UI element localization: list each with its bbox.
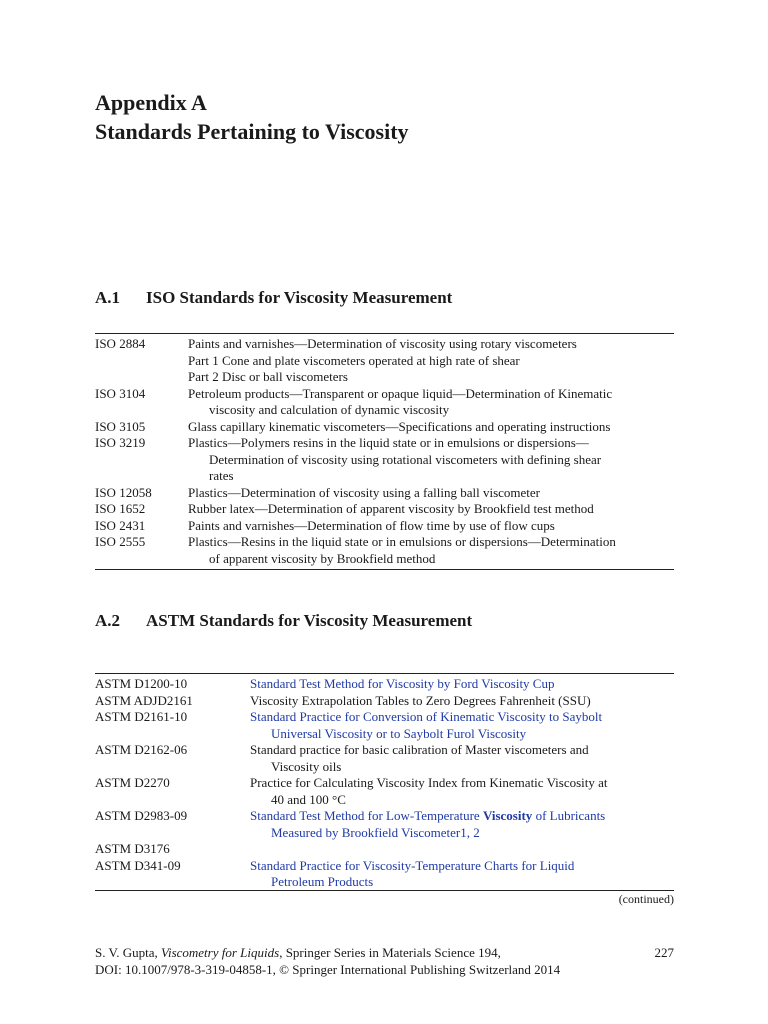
table-row xyxy=(95,336,674,353)
title-line: Petroleum products—Transparent or opaque liquid—Determination of Kinematic xyxy=(188,385,613,401)
table-row xyxy=(95,693,674,710)
title-line: Glass capillary kinematic viscometers—Specifications and operating instructions xyxy=(188,418,611,434)
title-line: Part 1 Cone and plate viscometers operated at high rate of shear xyxy=(188,352,520,368)
standard-title xyxy=(188,534,674,567)
title-line: Viscosity oils xyxy=(271,758,342,774)
table-row xyxy=(95,775,674,808)
title-line: Petroleum Products xyxy=(271,874,374,889)
title-line: Standard Practice for Viscosity-Temperature Charts for Liquid xyxy=(250,857,575,873)
standard-title xyxy=(188,369,674,386)
title-line: Standard Test Method for Viscosity by Ford Viscosity Cup xyxy=(250,676,555,691)
table-row xyxy=(95,808,674,841)
section-title: ASTM Standards for Viscosity Measurement xyxy=(146,611,473,630)
standard-title-link[interactable] xyxy=(250,858,674,891)
title-line: rates xyxy=(209,468,234,483)
page-number: 227 xyxy=(654,945,674,960)
table-row xyxy=(95,485,674,502)
standard-title-link[interactable] xyxy=(250,709,674,742)
title-line: Practice for Calculating Viscosity Index from Kinematic Viscosity at xyxy=(250,775,608,790)
citation-line: S. V. Gupta, Viscometry for Liquids, Springer Series in Materials Science 194, xyxy=(95,945,501,960)
standard-code: ISO 2884 xyxy=(95,336,146,351)
table-row xyxy=(95,742,674,775)
standard-title xyxy=(188,435,674,485)
standard-title xyxy=(188,386,674,419)
table-row xyxy=(95,858,674,891)
table-row xyxy=(95,709,674,742)
section-heading-astm xyxy=(95,610,472,632)
standard-code: ASTM ADJD2161 xyxy=(95,692,193,708)
title-line: of apparent viscosity by Brookfield method xyxy=(209,550,436,566)
appendix-subtitle: Standards Pertaining to Viscosity xyxy=(95,119,409,144)
standard-code: ISO 3105 xyxy=(95,418,146,434)
table-row xyxy=(95,435,674,485)
title-line: viscosity and calculation of dynamic viscosity xyxy=(209,402,450,417)
standard-title xyxy=(188,419,674,436)
standard-code: ASTM D3176 xyxy=(95,841,170,856)
standard-code: ASTM D341-09 xyxy=(95,857,181,873)
title-line: Standard Test Method for Low-Temperature Viscosity of Lubricants xyxy=(250,808,606,823)
standard-code: ASTM D2983-09 xyxy=(95,808,188,823)
table-bottom-rule xyxy=(95,569,674,570)
page-footer xyxy=(95,944,674,978)
table-row xyxy=(95,501,674,518)
standard-code: ISO 12058 xyxy=(95,484,152,500)
standard-title-link[interactable] xyxy=(250,808,674,841)
table-bottom-rule xyxy=(95,890,674,891)
appendix-label: Appendix A xyxy=(95,90,207,115)
title-line: 40 and 100 °C xyxy=(271,791,346,807)
table-top-rule xyxy=(95,673,674,674)
table-row xyxy=(95,676,674,693)
standard-code: ASTM D2270 xyxy=(95,775,170,790)
table-row xyxy=(95,353,674,370)
table-row xyxy=(95,386,674,419)
doi-line: DOI: 10.1007/978-3-319-04858-1, © Springer International Publishing Switzerland 2014 xyxy=(95,962,561,977)
continued-note: (continued) xyxy=(618,892,674,906)
table-row xyxy=(95,369,674,386)
title-line: Part 2 Disc or ball viscometers xyxy=(188,369,348,384)
standard-code xyxy=(95,353,188,370)
standard-title xyxy=(250,742,674,775)
standard-code: ISO 3219 xyxy=(95,435,146,450)
standard-title xyxy=(188,336,674,353)
book-title: Viscometry for Liquids xyxy=(160,945,280,960)
title-line: Standard practice for basic calibration of Master viscometers and xyxy=(250,742,589,757)
standard-title xyxy=(250,775,674,808)
standard-title xyxy=(188,353,674,370)
title-line: Plastics—Polymers resins in the liquid state or in emulsions or dispersions— xyxy=(188,435,589,450)
standard-code: ISO 2431 xyxy=(95,517,146,533)
section-number: A.1 xyxy=(95,288,121,307)
table-row xyxy=(95,841,674,858)
standard-title xyxy=(188,485,674,502)
standard-code: ISO 1652 xyxy=(95,501,146,516)
title-line: Universal Viscosity or to Saybolt Furol Viscosity xyxy=(271,725,527,741)
standard-title xyxy=(188,518,674,535)
section-heading-iso xyxy=(95,287,452,309)
astm-standards-table xyxy=(95,676,674,891)
title-line: Measured by Brookfield Viscometer1, 2 xyxy=(271,824,480,840)
section-title: ISO Standards for Viscosity Measurement xyxy=(146,288,453,307)
standard-title xyxy=(250,841,674,858)
table-top-rule xyxy=(95,333,674,334)
title-line xyxy=(250,841,674,858)
standard-code: ASTM D2162-06 xyxy=(95,742,188,757)
title-line: Paints and varnishes—Determination of flow time by use of flow cups xyxy=(188,517,555,533)
table-row xyxy=(95,419,674,436)
standard-code: ISO 3104 xyxy=(95,385,146,401)
standard-code: ISO 2555 xyxy=(95,534,146,549)
table-row xyxy=(95,534,674,567)
standard-title-link[interactable] xyxy=(250,676,674,693)
iso-standards-table xyxy=(95,336,674,567)
standard-title xyxy=(250,693,674,710)
emphasized-word: Viscosity xyxy=(482,808,533,823)
title-line: Rubber latex—Determination of apparent viscosity by Brookfield test method xyxy=(188,501,594,516)
standard-code: ASTM D1200-10 xyxy=(95,676,188,691)
title-line: Plastics—Resins in the liquid state or in emulsions or dispersions—Determination xyxy=(188,534,616,549)
title-line: Paints and varnishes—Determination of viscosity using rotary viscometers xyxy=(188,336,577,351)
standard-code xyxy=(95,369,188,386)
table-row xyxy=(95,518,674,535)
section-number: A.2 xyxy=(95,611,121,630)
standard-title xyxy=(188,501,674,518)
standard-code: ASTM D2161-10 xyxy=(95,709,188,724)
title-line: Standard Practice for Conversion of Kinematic Viscosity to Saybolt xyxy=(250,709,603,724)
appendix-title xyxy=(95,88,409,146)
title-line: Plastics—Determination of viscosity using a falling ball viscometer xyxy=(188,484,541,500)
title-line: Viscosity Extrapolation Tables to Zero Degrees Fahrenheit (SSU) xyxy=(250,692,591,708)
title-line: Determination of viscosity using rotational viscometers with defining shear xyxy=(209,451,602,467)
